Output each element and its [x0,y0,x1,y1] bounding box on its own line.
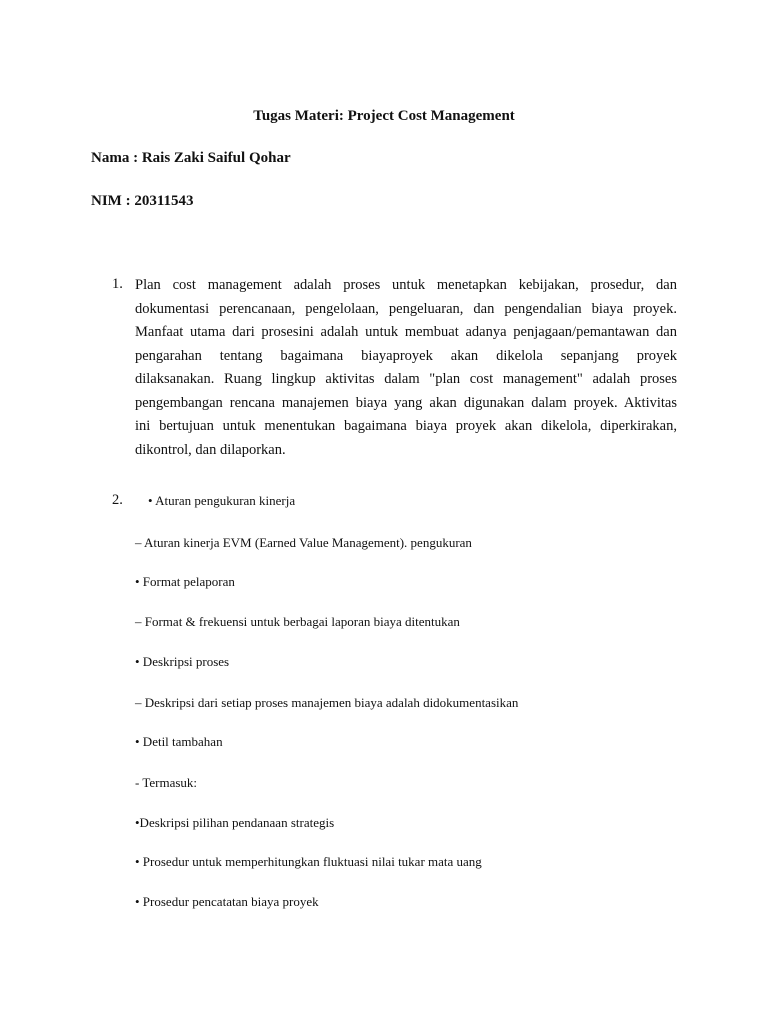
sub-item: • Aturan pengukuran kinerja [148,493,296,508]
sub-item: - Termasuk: [135,775,198,790]
student-name: Nama : Rais Zaki Saiful Qohar [91,150,291,166]
paragraph-line: dilaksanakan. Ruang lingkup aktivitas dalam "plan cost management" adalah proses [135,371,677,387]
sub-item: • Format pelaporan [135,574,235,589]
sub-item: • Prosedur untuk memperhitungkan fluktuasi nilai tukar mata uang [135,854,482,869]
paragraph-line: Manfaat utama dari prosesini adalah untuk membuat adanya penjagaan/pemantawan dan [135,324,677,340]
sub-item: – Format & frekuensi untuk berbagai laporan biaya ditentukan [135,614,460,629]
paragraph-line: dikontrol, dan dilaporkan. [135,441,286,458]
list-item-number-1: 1. [112,276,123,292]
document-title: Tugas Materi: Project Cost Management [253,108,515,124]
list-item-number-2: 2. [112,492,123,508]
sub-item: •Deskripsi pilihan pendanaan strategis [135,815,335,830]
sub-item: • Prosedur pencatatan biaya proyek [135,894,319,909]
paragraph-line: ini bertujuan untuk menentukan bagaimana biaya proyek akan dikelola, diperkirakan, [135,418,677,434]
paragraph-line: pengembangan rencana manajemen biaya yang akan digunakan dalam proyek. Aktivitas [135,394,677,411]
sub-item: • Detil tambahan [135,734,223,749]
list-item-1-paragraph [135,274,677,462]
student-nim: NIM : 20311543 [91,193,194,209]
sub-item: – Deskripsi dari setiap proses manajemen biaya adalah didokumentasikan [135,695,519,710]
sub-item: • Deskripsi proses [135,654,230,669]
paragraph-line: Plan cost management adalah proses untuk menetapkan kebijakan, prosedur, dan [135,277,677,293]
paragraph-line: pengarahan tentang bagaimana biayaproyek akan dikelola sepanjang proyek [135,347,677,364]
paragraph-line: dokumentasi perencanaan, pengelolaan, pengeluaran, dan pengendalian biaya proyek. [135,300,677,317]
sub-item: – Aturan kinerja EVM (Earned Value Management). pengukuran [135,535,472,550]
